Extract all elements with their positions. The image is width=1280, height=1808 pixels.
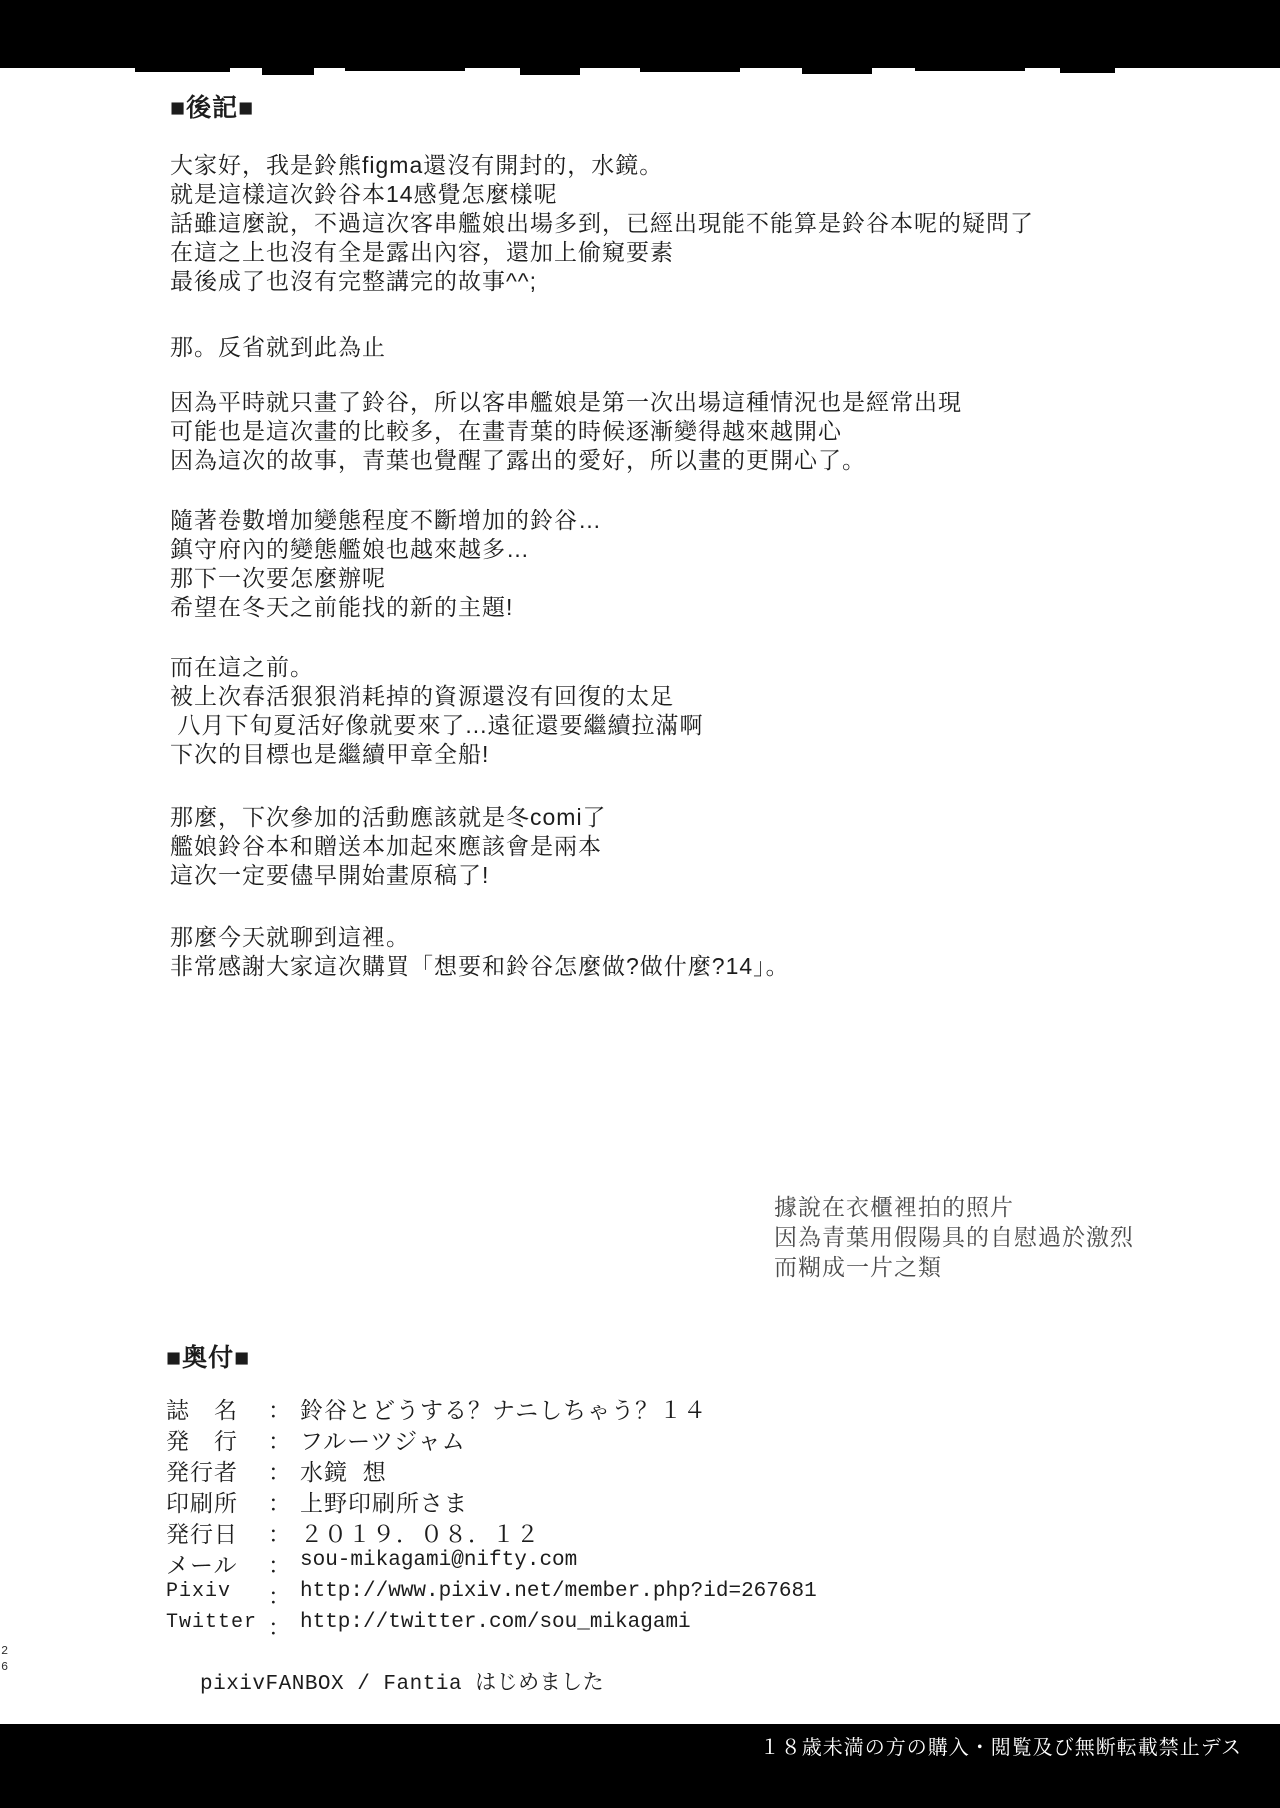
margin-note-line: 而糊成一片之類: [774, 1254, 942, 1280]
afterword-paragraph: [170, 333, 386, 362]
scan-artifact: [262, 66, 314, 75]
body-line: 因為平時就只畫了鈴谷，所以客串艦娘是第一次出場這種情況也是經常出現: [170, 389, 962, 415]
body-line: 就是這樣這次鈴谷本14感覺怎麼樣呢: [170, 181, 558, 207]
body-line: 那麼，下次參加的活動應該就是冬comi了: [170, 804, 607, 830]
body-line: 而在這之前。: [170, 654, 314, 680]
body-line: 那下一次要怎麼辦呢: [170, 565, 386, 591]
colophon: [166, 1392, 817, 1640]
body-line: 八月下旬夏活好像就要來了...遠征還要繼續拉滿啊: [170, 712, 704, 738]
page-number-digit: 2: [1, 1644, 9, 1658]
scan-artifact: [520, 66, 580, 75]
body-line: 可能也是這次畫的比較多，在畫青葉的時候逐漸變得越來越開心: [170, 418, 842, 444]
colophon-label: 印刷所: [166, 1492, 238, 1518]
fanbox-note: pixivFANBOX / Fantia はじめました: [200, 1673, 605, 1696]
scan-artifact: [915, 66, 1025, 71]
scan-artifact: [802, 66, 872, 74]
body-line: 這次一定要儘早開始畫原稿了!: [170, 862, 490, 888]
colophon-label: Pixiv: [166, 1580, 232, 1603]
afterword-paragraph: [170, 923, 790, 981]
colophon-label: 発行日: [166, 1523, 238, 1549]
page-number-digit: 6: [1, 1660, 9, 1674]
colophon-value: 上野印刷所さま: [300, 1492, 468, 1518]
margin-note: [774, 1192, 1134, 1282]
colophon-separator: ：: [268, 1399, 291, 1425]
scan-artifact: [640, 66, 740, 72]
colophon-separator: ：: [268, 1616, 291, 1642]
body-line: 艦娘鈴谷本和贈送本加起來應該會是兩本: [170, 833, 602, 859]
colophon-label: 発行者: [166, 1461, 238, 1487]
colophon-separator: ：: [268, 1430, 291, 1456]
age-restriction-text: １８歳未満の方の購入・閲覧及び無断転載禁止デス: [759, 1737, 1242, 1759]
body-line: 因為這次的故事，青葉也覺醒了露出的愛好，所以畫的更開心了。: [170, 447, 866, 473]
scan-artifact: [135, 66, 230, 72]
colophon-row: [166, 1454, 817, 1485]
colophon-label: Twitter: [166, 1611, 258, 1634]
colophon-row: [166, 1392, 817, 1423]
colophon-value-email: sou-mikagami@nifty.com: [300, 1549, 578, 1572]
colophon-label: 誌 名: [166, 1399, 238, 1425]
colophon-heading: ■奥付■: [166, 1344, 251, 1372]
body-line: 隨著卷數增加變態程度不斷增加的鈴谷…: [170, 507, 602, 533]
page-number: [1, 1643, 8, 1675]
afterword-paragraph: [170, 151, 1034, 296]
body-line: 在這之上也沒有全是露出內容，還加上偷窺要素: [170, 239, 674, 265]
body-line: 話雖這麼說，不過這次客串艦娘出場多到，已經出現能不能算是鈴谷本呢的疑問了: [170, 210, 1034, 236]
colophon-value: フルーツジャム: [300, 1430, 466, 1456]
colophon-label: 発 行: [166, 1430, 238, 1456]
colophon-separator: ：: [268, 1554, 291, 1580]
body-line: 非常感謝大家這次購買「想要和鈴谷怎麼做?做什麼?14」。: [170, 953, 790, 979]
colophon-value: ２０１９．０８．１２: [300, 1523, 540, 1549]
colophon-value: 水鏡 想: [300, 1461, 387, 1487]
body-line: 下次的目標也是繼續甲章全船!: [170, 741, 490, 767]
scan-artifact: [1060, 66, 1115, 73]
body-line: 大家好，我是鈴熊figma還沒有開封的，水鏡。: [170, 152, 664, 178]
body-line: 那麼今天就聊到這裡。: [170, 924, 410, 950]
afterword-paragraph: [170, 803, 607, 890]
age-restriction-bar: [0, 1724, 1280, 1808]
afterword-paragraph: [170, 653, 704, 769]
colophon-row: [166, 1516, 817, 1547]
body-line: 被上次春活狠狠消耗掉的資源還沒有回復的太足: [170, 683, 674, 709]
afterword-paragraph: [170, 506, 602, 622]
body-line: 那。反省就到此為止: [170, 334, 386, 360]
colophon-separator: ：: [268, 1523, 291, 1549]
colophon-label: メール: [166, 1554, 238, 1580]
body-line: 最後成了也沒有完整講完的故事^^;: [170, 268, 537, 294]
colophon-row: [166, 1609, 817, 1640]
colophon-value-twitter-url: http://twitter.com/sou_mikagami: [300, 1611, 691, 1634]
colophon-separator: ：: [268, 1492, 291, 1518]
afterword-heading: ■後記■: [170, 94, 255, 122]
colophon-value-pixiv-url: http://www.pixiv.net/member.php?id=267681: [300, 1580, 817, 1603]
colophon-row: [166, 1547, 817, 1578]
colophon-value: 鈴谷とどうする？ナニしちゃう？１４: [300, 1399, 708, 1425]
colophon-row: [166, 1423, 817, 1454]
top-scan-bar: [0, 0, 1280, 68]
colophon-row: [166, 1578, 817, 1609]
afterword-paragraph: [170, 388, 962, 475]
body-line: 希望在冬天之前能找的新的主題!: [170, 594, 514, 620]
margin-note-line: 因為青葉用假陽具的自慰過於激烈: [774, 1224, 1134, 1250]
body-line: 鎮守府內的變態艦娘也越來越多…: [170, 536, 530, 562]
colophon-row: [166, 1485, 817, 1516]
margin-note-line: 據說在衣櫃裡拍的照片: [774, 1194, 1014, 1220]
colophon-separator: ：: [268, 1585, 291, 1611]
colophon-separator: ：: [268, 1461, 291, 1487]
scan-artifact: [345, 66, 465, 71]
